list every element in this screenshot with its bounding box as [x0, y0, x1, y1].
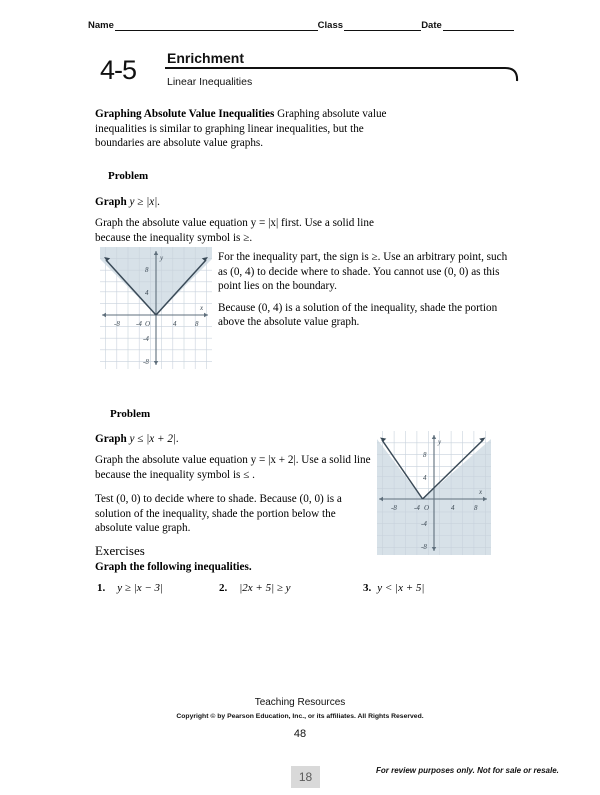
svg-text:y: y: [160, 254, 164, 262]
svg-text:-4: -4: [136, 320, 142, 328]
exercise-item-2: [219, 582, 291, 594]
exercise-3-expression: y < |x + 5|: [377, 582, 425, 594]
problem-1-statement-lead: Graph: [95, 196, 127, 208]
intro-lead: Graphing Absolute Value Inequalities: [95, 108, 275, 120]
exercise-item-1: [97, 582, 163, 594]
problem-1-statement: [95, 196, 160, 208]
graph-absolute-value-inequality-2: [377, 431, 491, 555]
problem-2-heading: Problem: [110, 408, 151, 420]
class-label: Class: [317, 20, 344, 31]
date-blank[interactable]: [443, 21, 514, 31]
class-blank[interactable]: [344, 21, 421, 31]
exercise-2-number: 2.: [219, 582, 228, 594]
footer-title: Teaching Resources: [254, 697, 346, 708]
svg-text:8: 8: [145, 266, 149, 274]
svg-text:-8: -8: [114, 320, 120, 328]
svg-text:y: y: [438, 438, 442, 446]
svg-text:x: x: [200, 304, 204, 312]
problem-2-paragraph-2: Test (0, 0) to decide where to shade. Because (0, 0) is a solution of the inequality, shade the portion below the absolute value graph.: [95, 493, 342, 534]
svg-text:8: 8: [474, 504, 478, 512]
svg-text:-8: -8: [143, 358, 149, 366]
graph-absolute-value-inequality-1: [100, 247, 212, 369]
exercise-3-number: 3.: [363, 582, 372, 594]
svg-text:x: x: [479, 488, 483, 496]
footer-copyright: Copyright © by Pearson Education, Inc., or its affiliates. All Rights Reserved.: [176, 713, 424, 720]
footer-page-number: 48: [293, 728, 307, 740]
svg-text:8: 8: [423, 451, 427, 459]
svg-text:4: 4: [145, 289, 149, 297]
problem-1-side-paragraph-1: For the inequality part, the sign is ≥. Use an arbitrary point, such as (0, 4) to decide where to shade. You cannot use (0, 0) as this point lies on the boundary.: [218, 251, 508, 293]
date-label: Date: [421, 20, 442, 31]
exercises-heading: Exercises: [95, 543, 145, 558]
problem-1-paragraph: Graph the absolute value equation y = |x| first. Use a solid line because the inequality symbol is ≥.: [95, 217, 374, 244]
lesson-number: 4-5: [100, 55, 137, 85]
svg-text:4: 4: [173, 320, 177, 328]
review-purposes-note: For review purposes only. Not for sale or resale.: [376, 766, 559, 775]
problem-2-statement-lead: Graph: [95, 433, 127, 445]
problem-1-side-paragraph-2: Because (0, 4) is a solution of the inequality, shade the portion above the absolute value graph.: [218, 301, 498, 329]
svg-text:8: 8: [195, 320, 199, 328]
problem-2-statement-math: y ≤ |x + 2|.: [126, 433, 179, 445]
stamp-number-box: 18: [291, 766, 320, 788]
intro-paragraph: [95, 107, 405, 151]
name-label: Name: [88, 20, 114, 31]
exercises-instruction: Graph the following inequalities.: [95, 561, 252, 573]
svg-text:-8: -8: [391, 504, 397, 512]
student-info-line: [88, 20, 514, 31]
svg-text:-4: -4: [414, 504, 420, 512]
intro-text: Graphing absolute value inequalities is similar to graphing linear inequalities, but the boundaries are absolute value graphs.: [95, 108, 387, 149]
exercise-1-expression: y ≥ |x − 3|: [117, 582, 164, 594]
problem-1-statement-math: y ≥ |x|.: [126, 196, 161, 208]
problem-1-side-explanation: [218, 250, 508, 337]
svg-text:4: 4: [423, 474, 427, 482]
page-title: Enrichment: [167, 50, 245, 66]
svg-text:O: O: [424, 504, 430, 512]
svg-text:-4: -4: [421, 520, 427, 528]
exercise-1-number: 1.: [97, 582, 106, 594]
name-blank[interactable]: [115, 21, 318, 31]
svg-text:O: O: [145, 320, 151, 328]
exercise-2-expression: |2x + 5| ≥ y: [239, 582, 291, 594]
svg-text:4: 4: [451, 504, 455, 512]
problem-1-heading: Problem: [108, 170, 149, 182]
svg-text:-4: -4: [143, 335, 149, 343]
svg-text:-8: -8: [421, 543, 427, 551]
problem-2-paragraph-1: Graph the absolute value equation y = |x + 2|. Use a solid line because the inequality symbol is ≤ .: [95, 454, 371, 481]
problem-2-statement: [95, 433, 179, 445]
exercise-item-3: [363, 582, 424, 594]
page-subtitle: Linear Inequalities: [167, 76, 253, 88]
